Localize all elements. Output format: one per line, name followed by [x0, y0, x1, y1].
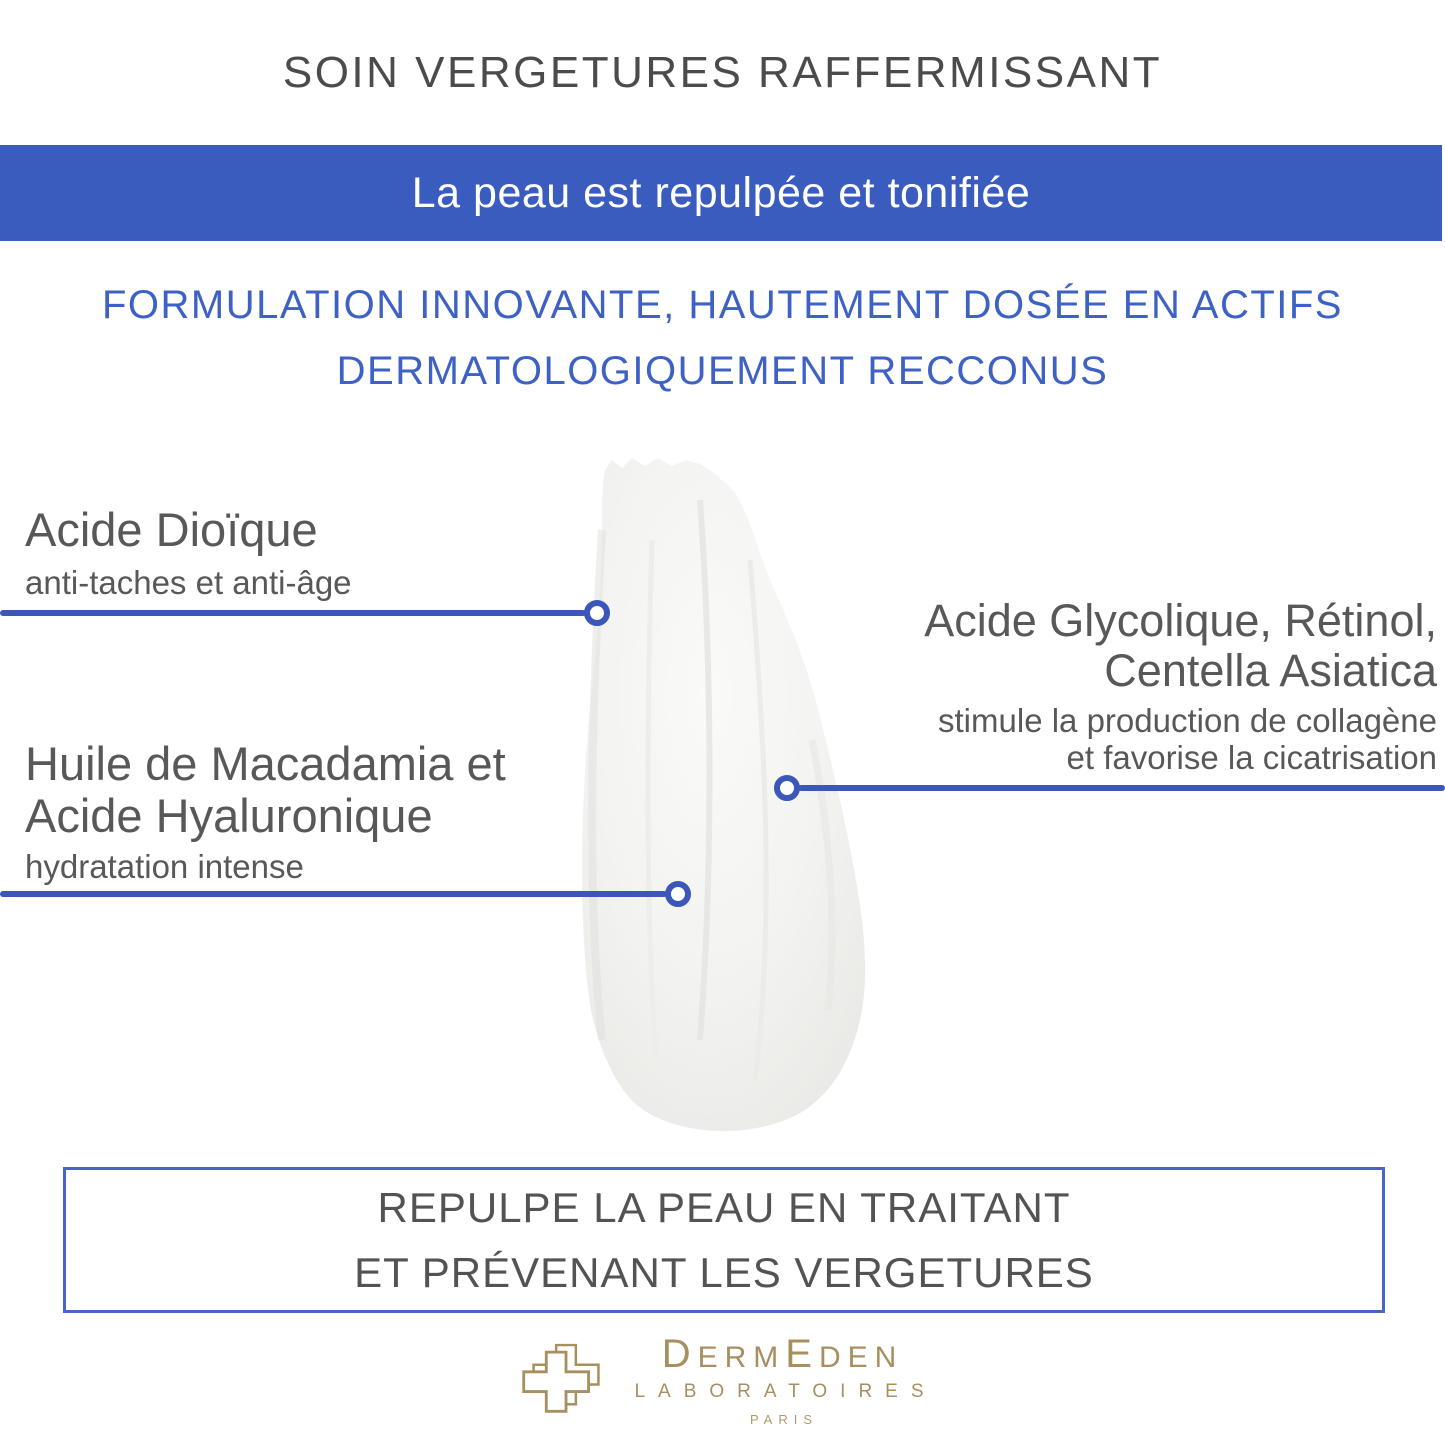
banner-text: La peau est repulpée et tonifiée: [411, 169, 1031, 217]
callout-dot-glycolique: [774, 775, 800, 801]
callout-glycolique-subtitle-2: et favorise la cicatrisation: [1066, 739, 1437, 776]
claim-line-2: ET PRÉVENANT LES VERGETURES: [354, 1248, 1094, 1296]
callout-glycolique-subtitle-1: stimule la production de collagène: [938, 702, 1437, 739]
callout-macadamia: [25, 738, 506, 885]
brand-wordmark: [628, 1334, 936, 1427]
callout-glycolique-title-1: Acide Glycolique, Rétinol,: [924, 595, 1437, 646]
highlight-banner: [0, 145, 1442, 241]
formulation-line-1: FORMULATION INNOVANTE, HAUTEMENT DOSÉE EN ACTIFS: [101, 283, 1343, 327]
claim-line-1: REPULPE LA PEAU EN TRAITANT: [377, 1183, 1071, 1231]
callout-dot-dioique: [584, 600, 610, 626]
brand-city: PARIS: [749, 1412, 819, 1427]
brand-logo: [508, 1334, 936, 1427]
callout-glycolique: [924, 596, 1437, 776]
callout-line-macadamia: [0, 891, 667, 897]
callout-macadamia-subtitle: hydratation intense: [25, 848, 304, 885]
cream-swatch-image: [550, 440, 890, 1150]
callout-line-dioique: [0, 610, 586, 616]
page-title: SOIN VERGETURES RAFFERMISSANT: [282, 48, 1163, 97]
brand-name: [662, 1334, 904, 1374]
callout-dot-macadamia: [665, 881, 691, 907]
callout-macadamia-title-2: Acide Hyaluronique: [25, 789, 433, 842]
medical-cross-icon: [508, 1338, 608, 1424]
callout-line-glycolique: [798, 785, 1445, 791]
callout-dioique-title: Acide Dioïque: [25, 503, 318, 556]
brand-letters-erm: ERM: [697, 1341, 786, 1374]
callout-macadamia-title-1: Huile de Macadamia et: [25, 737, 506, 790]
callout-glycolique-title-2: Centella Asiatica: [1104, 645, 1437, 696]
brand-letter-d: D: [661, 1332, 698, 1376]
brand-letter-e: E: [785, 1332, 819, 1376]
callout-dioique-subtitle: anti-taches et anti-âge: [25, 564, 352, 601]
brand-letters-den: DEN: [818, 1341, 904, 1374]
claim-box: [63, 1167, 1385, 1313]
callout-dioique: [25, 504, 352, 601]
formulation-line-2: DERMATOLOGIQUEMENT RECCONUS: [336, 349, 1109, 393]
brand-laboratoires: LABORATOIRES: [634, 1381, 937, 1402]
formulation-heading: [0, 272, 1445, 404]
